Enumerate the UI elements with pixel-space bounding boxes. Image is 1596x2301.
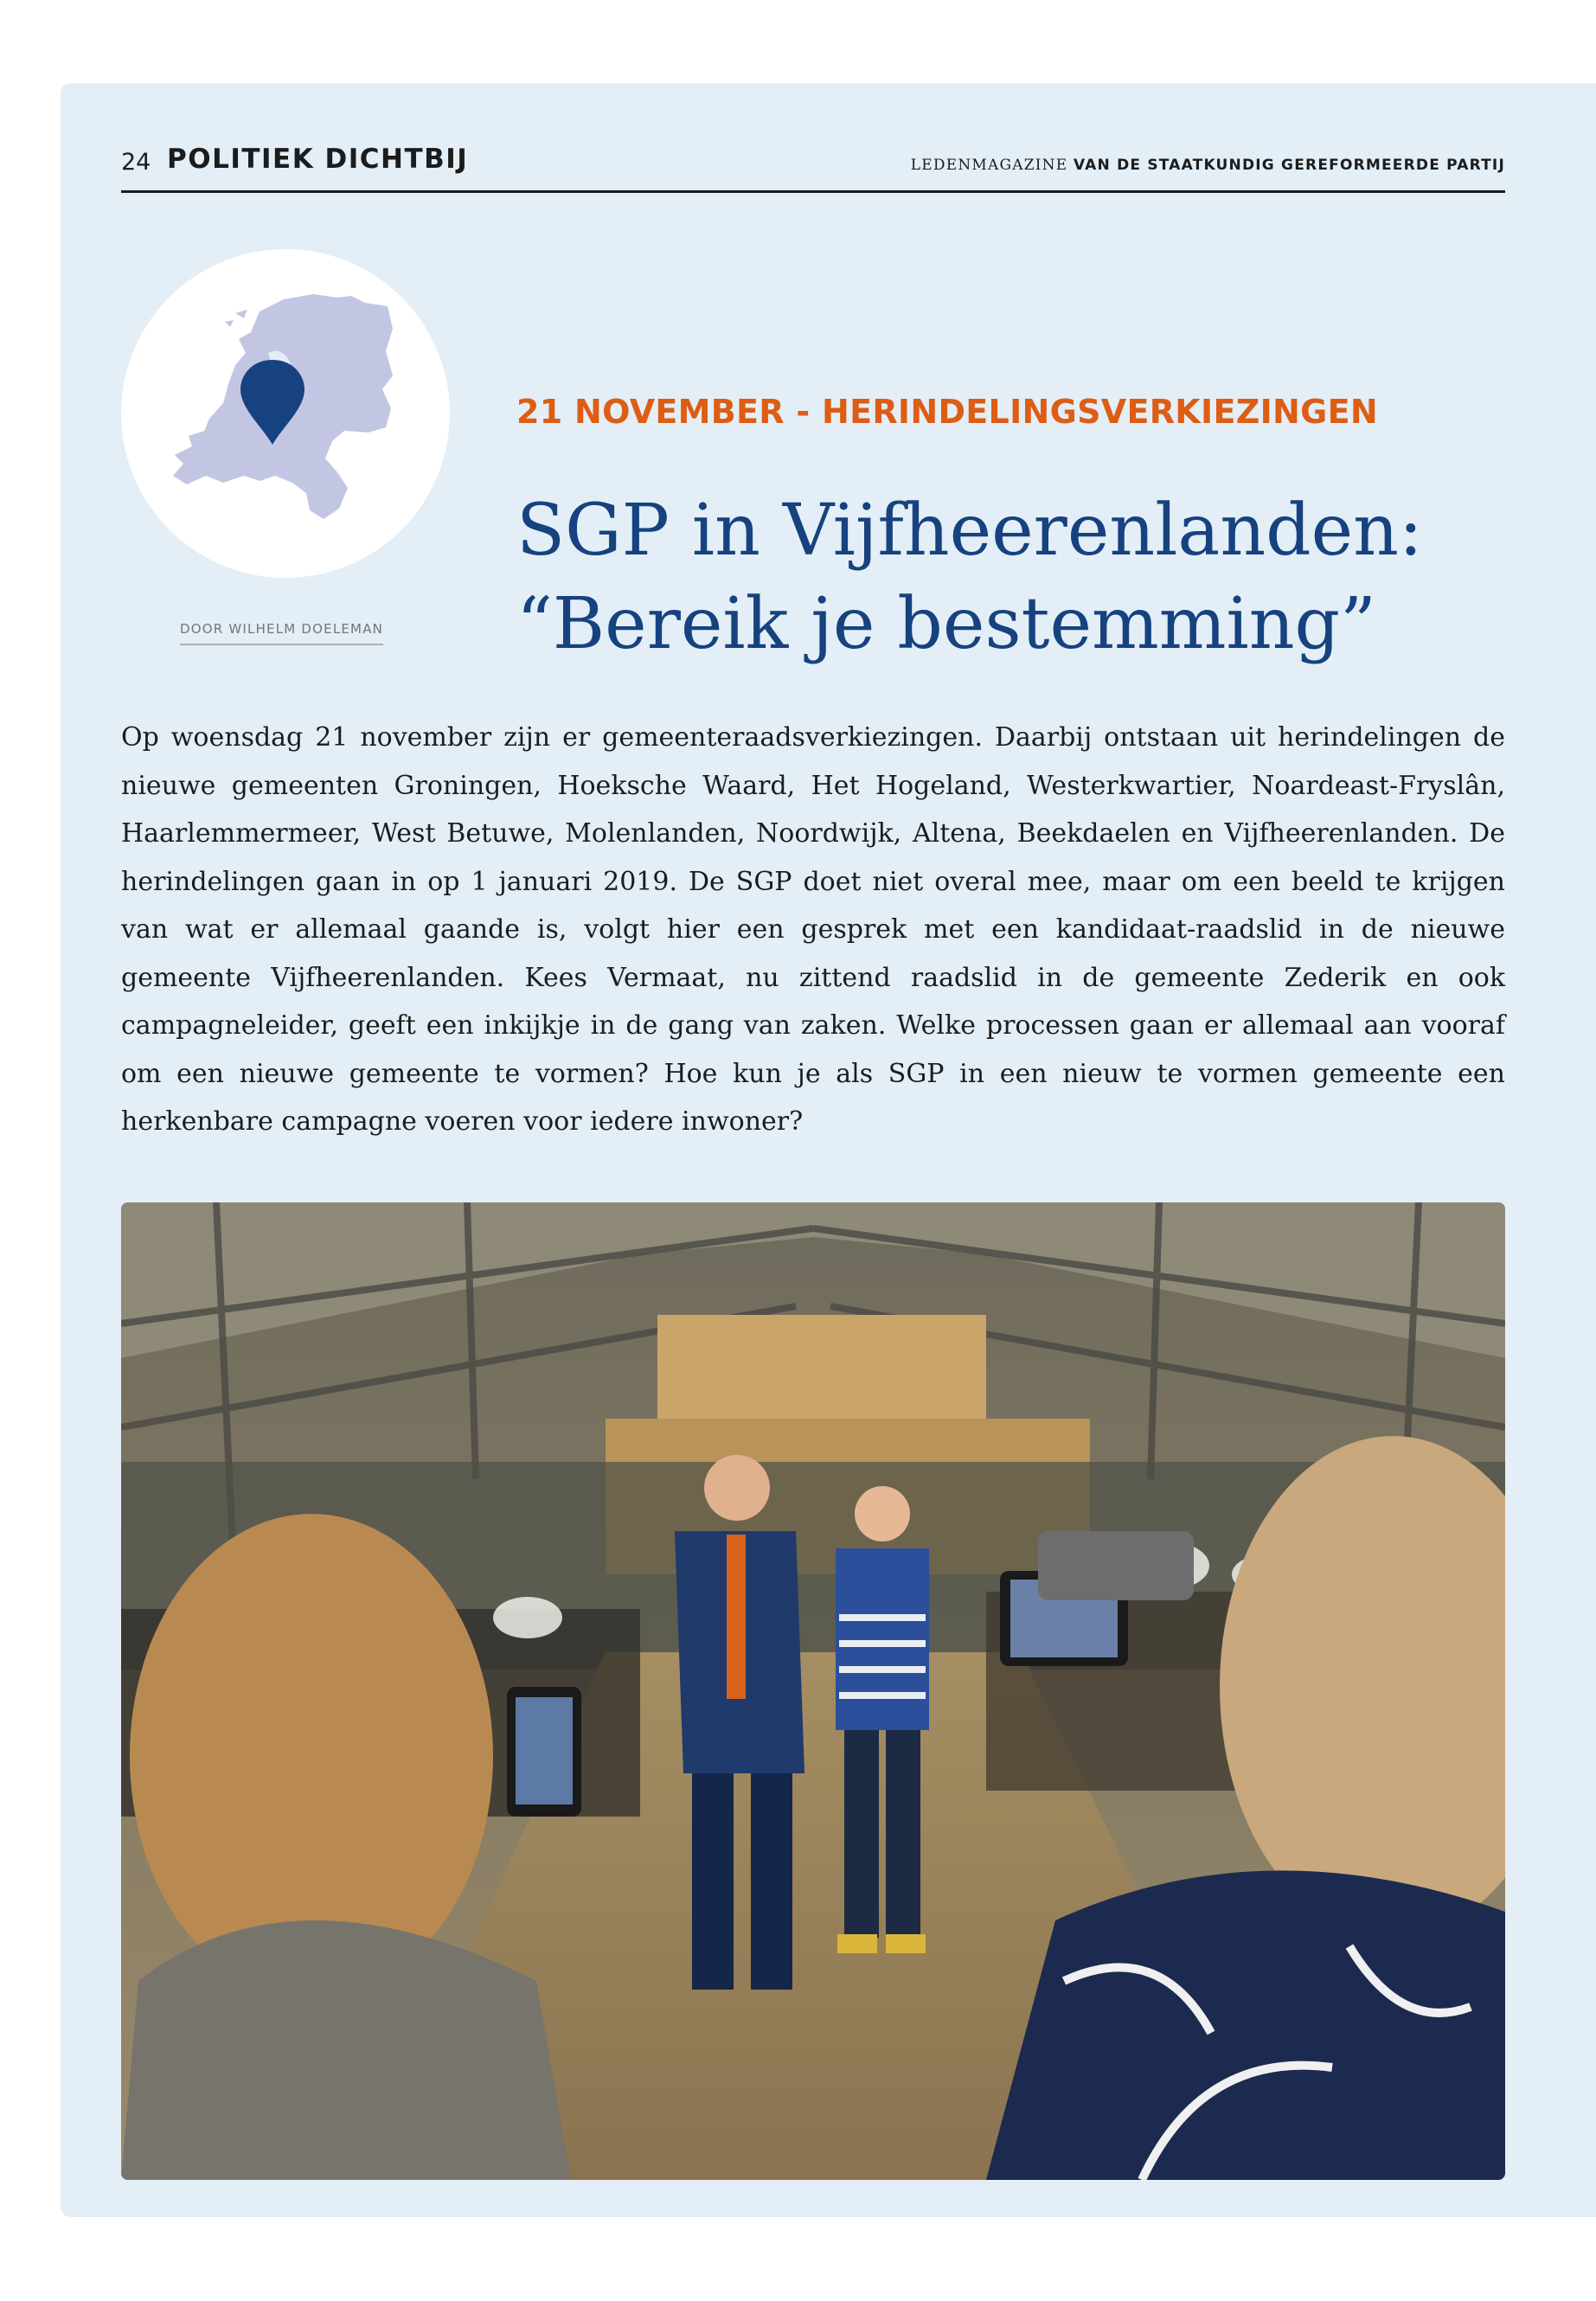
- netherlands-map-icon: [121, 249, 450, 578]
- map-circle: [121, 249, 450, 578]
- article-title: [516, 484, 1511, 671]
- magazine-prefix: LEDENMAGAZINE: [910, 157, 1068, 174]
- magazine-name: [911, 157, 1505, 174]
- barn-photo-image: [121, 1202, 1505, 2180]
- magazine-party: VAN DE STAATKUNDIG GEREFORMEERDE PARTIJ: [1073, 157, 1505, 174]
- page-number: 24: [121, 149, 151, 176]
- title-line-1: SGP in Vijfheerenlanden:: [516, 490, 1423, 572]
- article-photo: [121, 1202, 1505, 2180]
- section-title: POLITIEK DICHTBIJ: [167, 144, 469, 175]
- article-intro: Op woensdag 21 november zijn er gemeenteraadsverkiezingen. Daarbij ontstaan uit herindelingen de nieuwe gemeenten Groningen, Hoeksche Waard, Het Hogeland, Westerkwartier, Noardeast-Fryslân, Haarlemmermeer, West Betuwe, Molenlanden, Noordwijk, Altena, Beekdaelen en Vijfheerenlanden. De herindelingen gaan in op 1 januari 2019. De SGP doet niet overal mee, maar om een beeld te krijgen van wat er allemaal gaande is, volgt hier een gesprek met een kandidaat-raadslid in de nieuwe gemeente Vijfheerenlanden. Kees Vermaat, nu zittend raadslid in de gemeente Zederik en ook campagneleider, geeft een inkijkje in de gang van zaken. Welke processen gaan er allemaal aan vooraf om een nieuwe gemeente te vormen? Hoe kun je als SGP in een nieuw te vormen gemeente een herkenbare campagne voeren voor iedere inwoner?: [121, 722, 1505, 1137]
- article-kicker: 21 NOVEMBER - HERINDELINGSVERKIEZINGEN: [516, 393, 1378, 431]
- byline: DOOR WILHELM DOELEMAN: [180, 621, 383, 645]
- page-header: [121, 144, 1505, 193]
- title-line-2: “Bereik je bestemming”: [516, 583, 1376, 665]
